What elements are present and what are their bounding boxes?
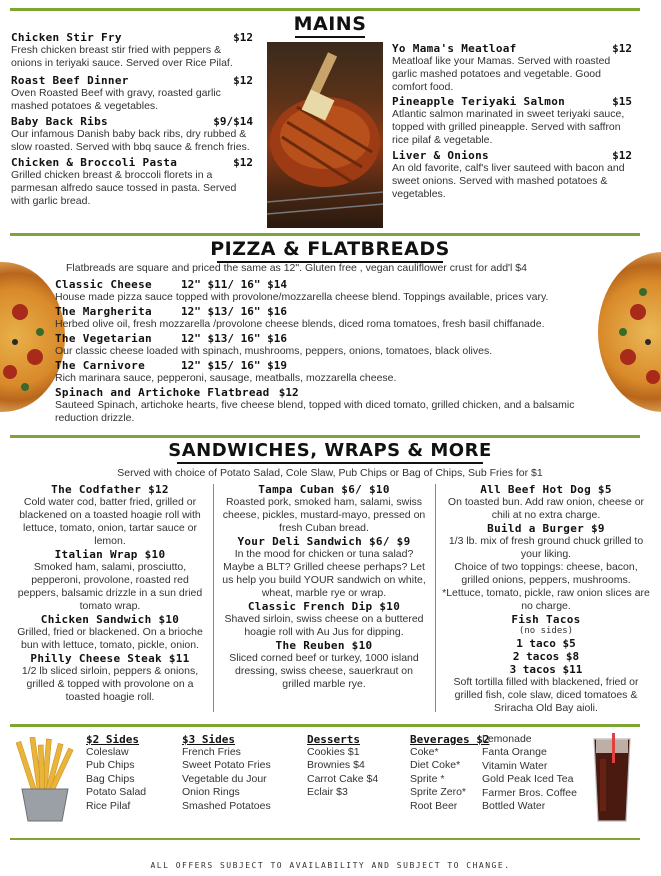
item-description: An old favorite, calf's liver sauteed with bacon and sweet onions. Served with mashed potatoes & vegetables. xyxy=(392,162,625,200)
item-price: $12 xyxy=(612,149,632,162)
item-description: In the mood for chicken or tuna salad? Maybe a BLT? Grilled cheese perhaps? Let us help you build YOUR sandwich on white, wheat, marble rye or wrap. xyxy=(222,548,426,599)
beverage-item: Lemonade xyxy=(482,733,532,745)
item-name: Liver & Onions xyxy=(392,149,489,162)
item-name: Baby Back Ribs xyxy=(11,115,108,128)
pizza-heading xyxy=(170,238,490,263)
beverages-heading: Beverages $2 xyxy=(410,733,490,746)
item-description: *Lettuce, tomato, pickle, raw onion slices are no charge. xyxy=(442,587,650,612)
beverage-item: Gold Peak Iced Tea xyxy=(482,773,574,786)
menu-item xyxy=(442,483,650,522)
ribs-photo xyxy=(267,42,383,228)
beverage-item: Farmer Bros. Coffee xyxy=(482,786,577,799)
item-price: $12 xyxy=(278,386,299,399)
menu-item xyxy=(11,31,253,70)
item-description: Cold water cod, batter fried, grilled or blackened on a toasted hoagie roll with lettuce, tomato, onion, tartar sauce or lemon. xyxy=(19,496,201,547)
footer-disclaimer: ALL OFFERS SUBJECT TO AVAILABILITY AND SUBJECT TO CHANGE. xyxy=(150,861,511,870)
sandwich-column-2 xyxy=(220,483,428,691)
side-item: Smashed Potatoes xyxy=(182,799,271,812)
side-item: Rice Pilaf xyxy=(86,799,131,812)
item-name: The Codfather $12 xyxy=(51,483,169,496)
item-name: Build a Burger $9 xyxy=(487,522,605,535)
item-price: $12 xyxy=(612,42,632,55)
item-name: The Margherita xyxy=(55,305,152,318)
item-price: 12" $13/ 16" $16 xyxy=(181,305,287,318)
item-name: Chicken Stir Fry xyxy=(11,31,122,44)
beverage-item: Sprite * xyxy=(410,772,445,785)
dessert-item: Carrot Cake $4 xyxy=(307,772,379,785)
pizza-note: Flatbreads are square and priced the same as 12". Gluten free , vegan cauliflower crust for add'l $4 xyxy=(66,262,527,274)
side-item: Onion Rings xyxy=(182,786,240,799)
item-price: $12 xyxy=(233,31,253,44)
side-item: Potato Salad xyxy=(86,786,147,799)
item-name: The Reuben $10 xyxy=(275,639,373,652)
item-price: $12 xyxy=(233,74,253,87)
beverage-item: Fanta Orange xyxy=(482,746,547,759)
pizza-image-right xyxy=(598,252,661,412)
pizza-items xyxy=(55,278,603,425)
item-description: Fresh chicken breast stir fried with peppers & onions in teriyaki sauce. Served over Rice Pilaf. xyxy=(11,44,233,69)
menu-item xyxy=(442,613,650,715)
menu-item xyxy=(55,278,603,304)
menu-item xyxy=(392,95,632,147)
menu-item xyxy=(220,639,428,691)
item-price: 12" $15/ 16" $19 xyxy=(181,359,287,372)
item-name: Classic Cheese xyxy=(55,278,152,291)
sides-rule xyxy=(10,724,640,727)
item-name: Pineapple Teriyaki Salmon xyxy=(392,95,566,108)
mains-title: MAINS xyxy=(293,13,367,35)
dessert-item: Cookies $1 xyxy=(307,746,360,758)
beverages-column-b xyxy=(482,733,590,813)
fries-illustration xyxy=(14,737,76,823)
item-name: Philly Cheese Steak $11 xyxy=(30,652,190,665)
pizza-toppings xyxy=(598,252,661,412)
mains-left-column xyxy=(11,31,253,208)
item-name: Your Deli Sandwich $6/ $9 xyxy=(237,535,411,548)
menu-item xyxy=(55,359,603,385)
desserts xyxy=(307,733,403,800)
item-name: The Vegetarian xyxy=(55,332,152,345)
fries-photo xyxy=(14,737,76,823)
item-price: 12" $11/ 16" $14 xyxy=(181,278,287,291)
sandwich-title: SANDWICHES, WRAPS & MORE xyxy=(168,440,492,461)
item-description: Atlantic salmon marinated in sweet teriyaki sauce, topped with grilled pineapple. Served with saffron rice pilaf & vegetable. xyxy=(392,108,625,146)
beverage-item: Root Beer xyxy=(410,799,458,812)
side-item: Vegetable du Jour xyxy=(182,772,267,785)
item-description: Herbed olive oil, fresh mozzarella /provolone cheese blends, diced roma tomatoes, fresh basil chiffanade. xyxy=(55,318,545,330)
item-description: House made pizza sauce topped with provolone/mozzarella cheese blend. Toppings available, prices vary. xyxy=(55,291,549,303)
item-name: Chicken Sandwich $10 xyxy=(40,613,180,626)
sandwich-column-3 xyxy=(442,483,650,715)
item-name: Fish Tacos xyxy=(511,613,581,626)
menu-item xyxy=(12,652,208,704)
menu-item xyxy=(11,74,253,113)
menu-item xyxy=(220,535,428,600)
item-name: Tampa Cuban $6/ $10 xyxy=(258,483,390,496)
item-name: Yo Mama's Meatloaf xyxy=(392,42,517,55)
item-name: Italian Wrap $10 xyxy=(54,548,166,561)
item-description: Grilled chicken breast & broccoli florets in a parmesan alfredo sauce tossed in pasta. Served with garlic bread. xyxy=(11,169,237,207)
beverages-column-a xyxy=(410,746,482,813)
beverage-item: Coke* xyxy=(410,746,439,758)
pizza-title: PIZZA & FLATBREADS xyxy=(210,238,450,260)
menu-item xyxy=(12,483,208,548)
item-price: 1 taco $5 xyxy=(516,637,576,650)
item-name: Spinach and Artichoke Flatbread xyxy=(55,386,270,399)
menu-item xyxy=(220,600,428,639)
item-description: Our infamous Danish baby back ribs, dry rubbed & slow roasted. Served with bbq sauce & french fries. xyxy=(11,128,250,153)
ribs-illustration xyxy=(267,42,383,228)
beverage-item: Bottled Water xyxy=(482,800,546,813)
item-price: 12" $13/ 16" $16 xyxy=(181,332,287,345)
sandwich-heading xyxy=(140,440,520,464)
top-rule xyxy=(10,8,640,11)
item-price: 2 tacos $8 xyxy=(512,650,580,663)
desserts-heading: Desserts xyxy=(307,733,360,746)
menu-item xyxy=(55,305,603,331)
sandwich-note: Served with choice of Potato Salad, Cole Slaw, Pub Chips or Bag of Chips, Sub Fries for $1 xyxy=(117,467,543,479)
menu-item xyxy=(392,42,632,94)
item-description: Grilled, fried or blackened. On a brioche bun with lettuce, tomato, pickle, onion. xyxy=(17,626,203,651)
dessert-item: Brownies $4 xyxy=(307,759,365,772)
menu-item xyxy=(392,149,632,201)
item-name: Classic French Dip $10 xyxy=(247,600,401,613)
mains-right-column xyxy=(392,42,632,201)
item-description: Oven Roasted Beef with gravy, roasted garlic mashed potatoes & vegetables. xyxy=(11,87,221,112)
item-description: Shaved sirloin, swiss cheese on a buttered hoagie roll with Au Jus for dipping. xyxy=(224,613,424,638)
sides-heading: $3 Sides xyxy=(182,733,235,746)
item-price: $15 xyxy=(612,95,632,108)
item-price: 3 tacos $11 xyxy=(509,663,583,676)
item-description: Choice of two toppings: cheese, bacon, grilled onions, peppers, mushrooms. xyxy=(454,561,638,586)
side-item: Bag Chips xyxy=(86,772,135,785)
item-description: Roasted pork, smoked ham, salami, swiss cheese, pickles, mustard-mayo, pressed on fresh Cuban bread. xyxy=(222,496,426,534)
pizza-rule xyxy=(10,233,640,236)
sides-two-dollar xyxy=(86,733,178,813)
menu-item xyxy=(12,613,208,652)
item-description: Sauteed Spinach, artichoke hearts, five cheese blend, topped with diced tomato, grilled chicken, and a balsamic reduction drizzle. xyxy=(55,399,575,424)
item-name: All Beef Hot Dog $5 xyxy=(480,483,612,496)
side-item: French Fries xyxy=(182,746,241,758)
menu-item xyxy=(220,483,428,535)
item-description: Meatloaf like your Mamas. Served with roasted garlic mashed potatoes and vegetable. Good comfort food. xyxy=(392,55,611,93)
sides-heading: $2 Sides xyxy=(86,733,139,746)
beverage-item: Vitamin Water xyxy=(482,759,548,772)
item-name: The Carnivore xyxy=(55,359,145,372)
item-description: Smoked ham, salami, prosciutto, pepperoni, provolone, roasted red peppers, balsamic drizzle in a sun dried tomato wrap. xyxy=(17,561,203,612)
sides-three-dollar xyxy=(182,733,292,813)
item-name: Chicken & Broccoli Pasta xyxy=(11,156,178,169)
side-item: Coleslaw xyxy=(86,746,129,758)
side-item: Sweet Potato Fries xyxy=(182,759,271,772)
side-item: Pub Chips xyxy=(86,759,135,772)
menu-item xyxy=(55,386,603,425)
dessert-item: Eclair $3 xyxy=(307,786,348,799)
beverage-item: Diet Coke* xyxy=(410,759,461,772)
menu-item xyxy=(55,332,603,358)
menu-item xyxy=(11,156,253,208)
item-description: Rich marinara sauce, pepperoni, sausage, meatballs, mozzarella cheese. xyxy=(55,372,397,384)
menu-item xyxy=(12,548,208,613)
item-description: Sliced corned beef or turkey, 1000 island dressing, swiss cheese, sauerkraut on grilled marble rye. xyxy=(229,652,419,690)
sandwich-column-1 xyxy=(12,483,208,704)
item-description: Soft tortilla filled with blackened, fried or grilled fish, cole slaw, diced tomatoes & Sriracha Old Bay aioli. xyxy=(453,676,639,714)
beverage-item: Sprite Zero* xyxy=(410,786,467,799)
item-price: $12 xyxy=(233,156,253,169)
mains-heading xyxy=(270,13,390,38)
item-name: Roast Beef Dinner xyxy=(11,74,129,87)
item-price: $9/$14 xyxy=(213,115,253,128)
bottom-rule xyxy=(10,838,640,840)
item-description: Our classic cheese loaded with spinach, mushrooms, peppers, onions, tomatoes, black olives. xyxy=(55,345,493,357)
sandwich-rule xyxy=(10,435,640,438)
column-divider xyxy=(435,484,436,712)
column-divider xyxy=(213,484,214,712)
item-description: On toasted bun. Add raw onion, cheese or chili at no extra charge. xyxy=(447,496,645,521)
menu-item xyxy=(11,115,253,154)
beverages xyxy=(410,733,590,813)
item-subnote: (no sides) xyxy=(518,626,574,636)
soda-glass-illustration xyxy=(588,733,636,825)
menu-item xyxy=(442,522,650,613)
item-description: 1/2 lb sliced sirloin, peppers & onions, grilled & topped with provolone on a toasted hoagie roll. xyxy=(21,665,199,703)
item-description: 1/3 lb. mix of fresh ground chuck grilled to your liking. xyxy=(448,535,644,560)
soda-photo xyxy=(588,733,636,825)
